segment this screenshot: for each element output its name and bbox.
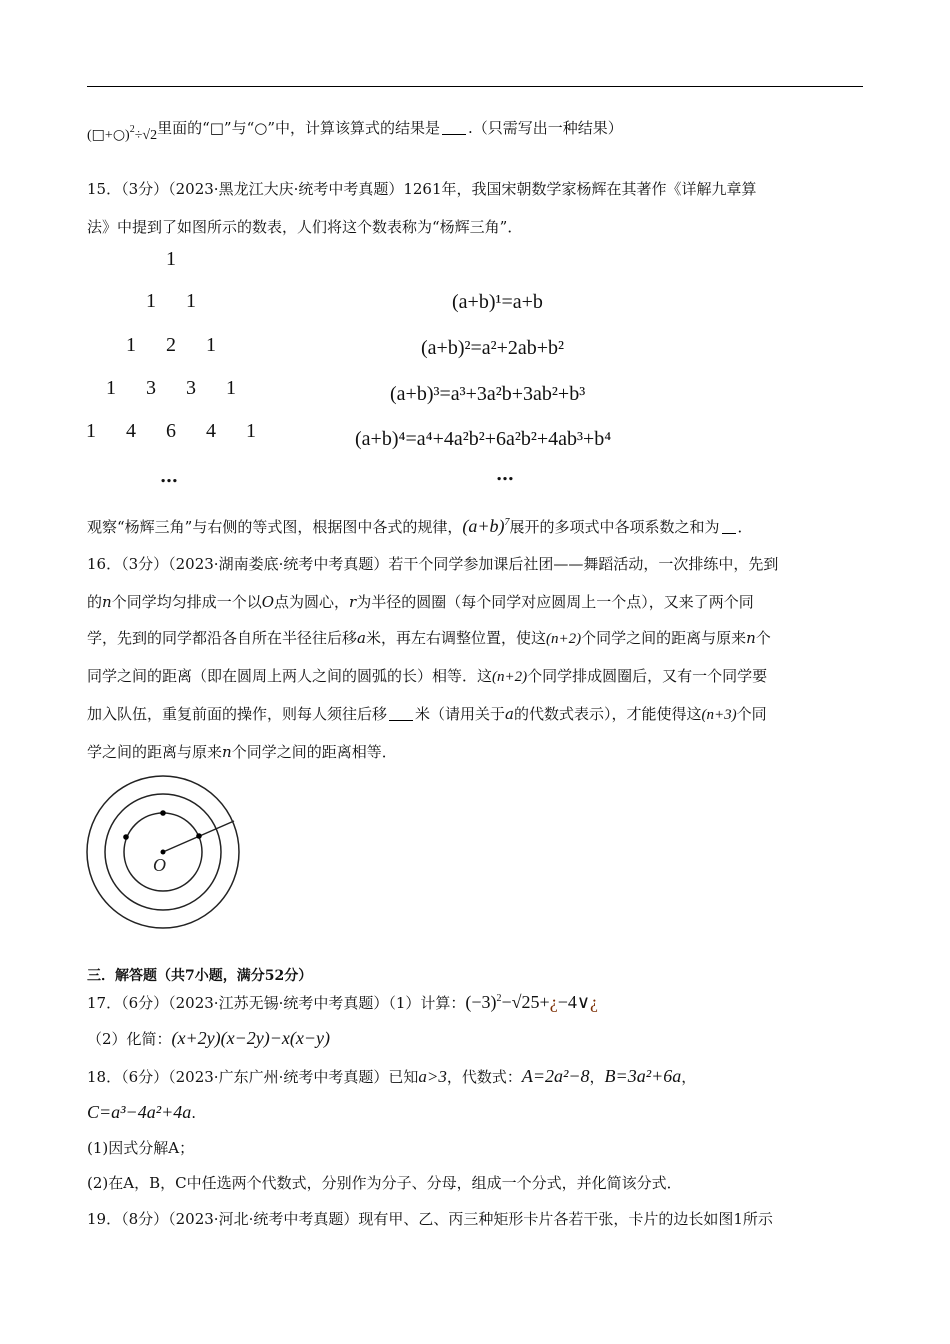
- tri-r5-c3: 6: [166, 420, 176, 442]
- q19-line1: 19．（8分）（2023·河北·统考中考真题）现有甲、乙、丙三种矩形卡片各若干张，卡片的边长如图1所示: [87, 1210, 773, 1228]
- q17-line1: 17．（6分）（2023·江苏无锡·统考中考真题）（1）计算：$(-3)^2-√25+¿-4\vee¿$: [87, 992, 599, 1012]
- equation-2: (a+b)²=a²+2ab+b²: [421, 337, 565, 359]
- q14-text: 里面的“□”与“○”中，计算该算式的结果是: [157, 119, 441, 137]
- q16-line4: 同学之间的距离（即在圆周上两人之间的圆弧的长）相等．这(n+2)个同学排成圆圈后，又有一个同学要: [87, 667, 768, 685]
- q15-line1: 15．（3分）（2023·黑龙江大庆·统考中考真题）1261年，我国宋朝数学家杨辉在其著作《详解九章算: [87, 180, 757, 198]
- tri-r4-c4: 1: [226, 377, 236, 399]
- equation-1: (a+b)¹=a+b: [452, 291, 543, 313]
- q16-answer-blank[interactable]: [389, 706, 413, 721]
- center-point: [161, 850, 166, 855]
- header-rule: [87, 86, 863, 87]
- tri-r1-c1: 1: [166, 248, 176, 270]
- q16-line5: 加入队伍，重复前面的操作，则每人须往后移 米（请用关于a的代数式表示），才能使得这(n+3)个同: [87, 705, 767, 723]
- equation-ellipsis: …: [496, 464, 515, 485]
- student-point-left: [123, 834, 129, 840]
- tri-ellipsis: …: [160, 466, 179, 487]
- q15-expr: $(a+b)^7$: [462, 516, 510, 536]
- q14-answer-blank[interactable]: [442, 120, 466, 135]
- equation-4: (a+b)⁴=a⁴+4a²b²+6a²b²+4ab³+b⁴: [355, 428, 612, 450]
- q18-line2: C=a³−4a²+4a.: [87, 1102, 197, 1122]
- q16-line1: 16．（3分）（2023·湖南娄底·统考中考真题）若干个同学参加课后社团——舞蹈活动，一次排练中，先到: [87, 555, 779, 573]
- q18-line1: 18．（6分）（2023·广东广州·统考中考真题）已知a>3，代数式：A=2a²−8，B=3a²+6a，: [87, 1066, 697, 1086]
- tri-r5-c1: 1: [86, 420, 96, 442]
- q16-line6: 学之间的距离与原来n个同学之间的距离相等．: [87, 743, 397, 761]
- tri-r5-c2: 4: [126, 420, 136, 442]
- q15-answer-blank[interactable]: [722, 519, 736, 534]
- q17-line2: （2）化简：(x+2y)(x−2y)−x(x−y): [87, 1028, 331, 1048]
- equation-3: (a+b)³=a³+3a²b+3ab²+b³: [390, 383, 586, 405]
- q14-expression: (□+○)$^2$÷√2: [87, 124, 158, 143]
- q14-tail: (□+○)$^2$÷√2里面的“□”与“○”中，计算该算式的结果是 .（只需写出一种结果）: [87, 119, 623, 143]
- student-point-top: [160, 810, 166, 816]
- tri-r4-c3: 3: [186, 377, 196, 399]
- q15-line2: 法》中提到了如图所示的数表，人们将这个数表称为“杨辉三角”．: [87, 218, 523, 236]
- tri-r2-c2: 1: [186, 290, 196, 312]
- q18-part1: (1)因式分解A；: [87, 1139, 195, 1157]
- tri-r3-c2: 2: [166, 334, 176, 356]
- tri-r5-c4: 4: [206, 420, 216, 442]
- q16-line3: 学，先到的同学都沿各自所在半径往后移a米，再左右调整位置，使这(n+2)个同学之间的距离与原来n个: [87, 629, 771, 647]
- q16-line2: 的n个同学均匀排成一个以O点为圆心，r为半径的圆圈（每个同学对应圆周上一个点），又来了两个同: [87, 593, 754, 611]
- q18-part2: (2)在A，B，C中任选两个代数式，分别作为分子、分母，组成一个分式，并化简该分式．: [87, 1174, 682, 1192]
- tri-r2-c1: 1: [146, 290, 156, 312]
- tri-r3-c3: 1: [206, 334, 216, 356]
- q17-expr1: $(-3)^2-√25+¿-4\vee¿$: [465, 992, 599, 1012]
- q17-expr2: (x+2y)(x−2y)−x(x−y): [171, 1028, 331, 1048]
- center-label-O: O: [153, 855, 166, 875]
- concentric-circles-figure: [84, 772, 244, 932]
- student-point-right: [196, 833, 202, 839]
- tri-r3-c1: 1: [126, 334, 136, 356]
- section3-title: 三．解答题（共7小题，满分52分）: [87, 968, 313, 984]
- tri-r4-c2: 3: [146, 377, 156, 399]
- tri-r5-c5: 1: [246, 420, 256, 442]
- tri-r4-c1: 1: [106, 377, 116, 399]
- q15-question: 观察“杨辉三角”与右侧的等式图，根据图中各式的规律，$(a+b)^7$展开的多项式中各项系数之和为 ．: [87, 516, 753, 536]
